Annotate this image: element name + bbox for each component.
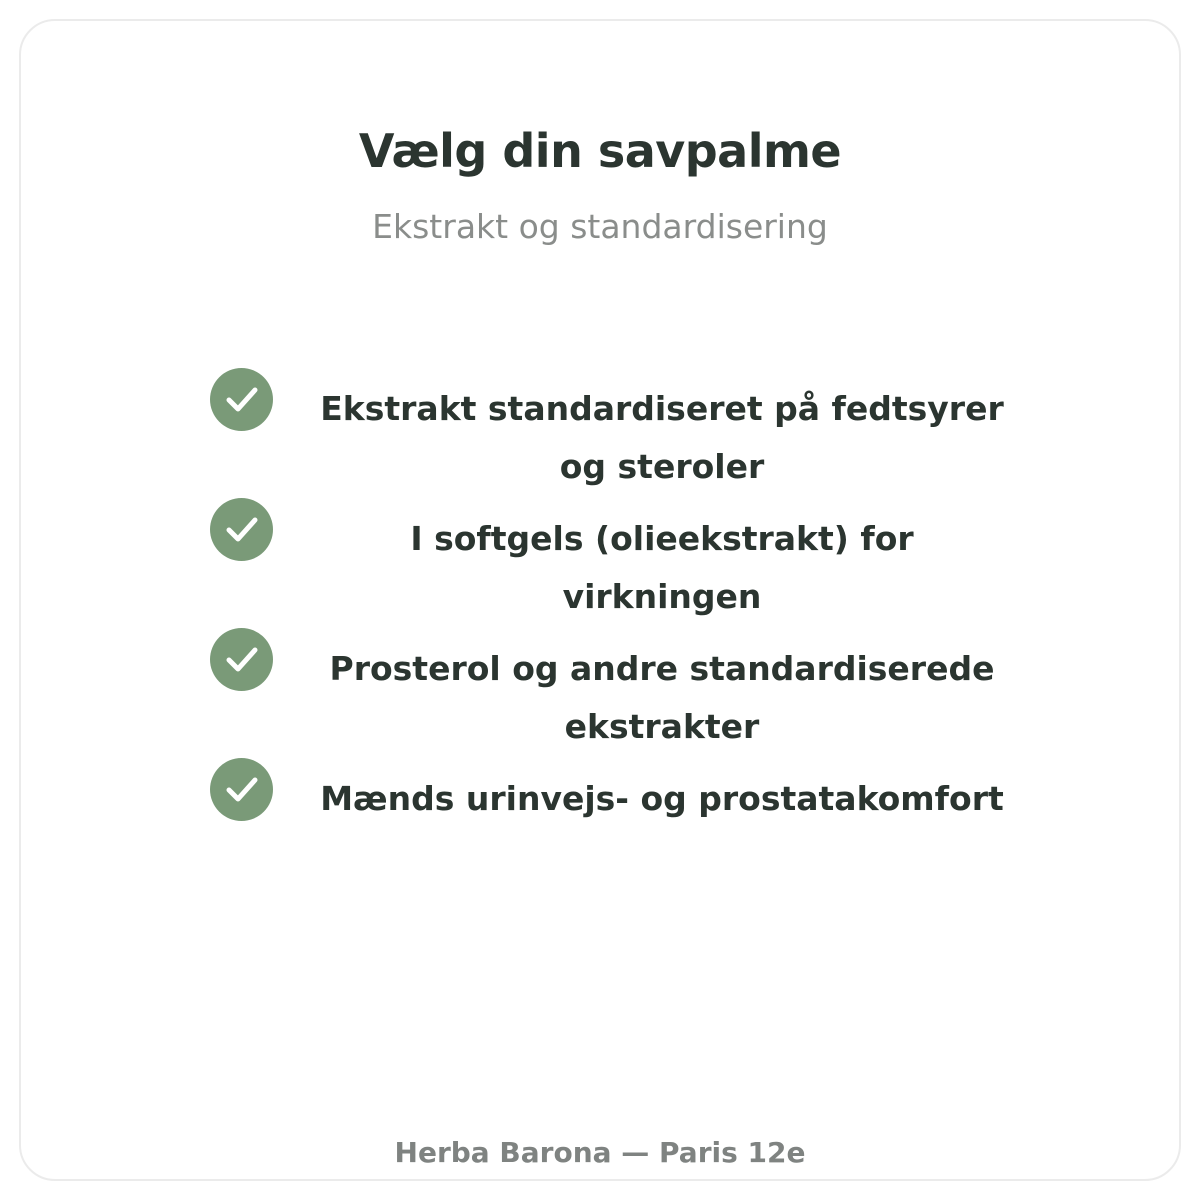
check-circle-icon	[210, 368, 273, 431]
page-title: Vælg din savpalme	[358, 124, 842, 178]
check-circle-icon	[210, 498, 273, 561]
feature-text: Prosterol og andre standardiserede ekstrakter	[329, 649, 995, 746]
feature-text: Ekstrakt standardiseret på fedtsyrer og steroler	[320, 389, 1004, 486]
check-circle-icon	[210, 758, 273, 821]
check-circle-icon	[210, 628, 273, 691]
feature-text: Mænds urinvejs- og prostatakomfort	[320, 779, 1004, 818]
page-subtitle: Ekstrakt og standardisering	[372, 207, 828, 246]
card	[19, 19, 1181, 1181]
feature-text: I softgels (olieekstrakt) for virkningen	[410, 519, 914, 616]
footer-text: Herba Barona — Paris 12e	[394, 1136, 806, 1169]
